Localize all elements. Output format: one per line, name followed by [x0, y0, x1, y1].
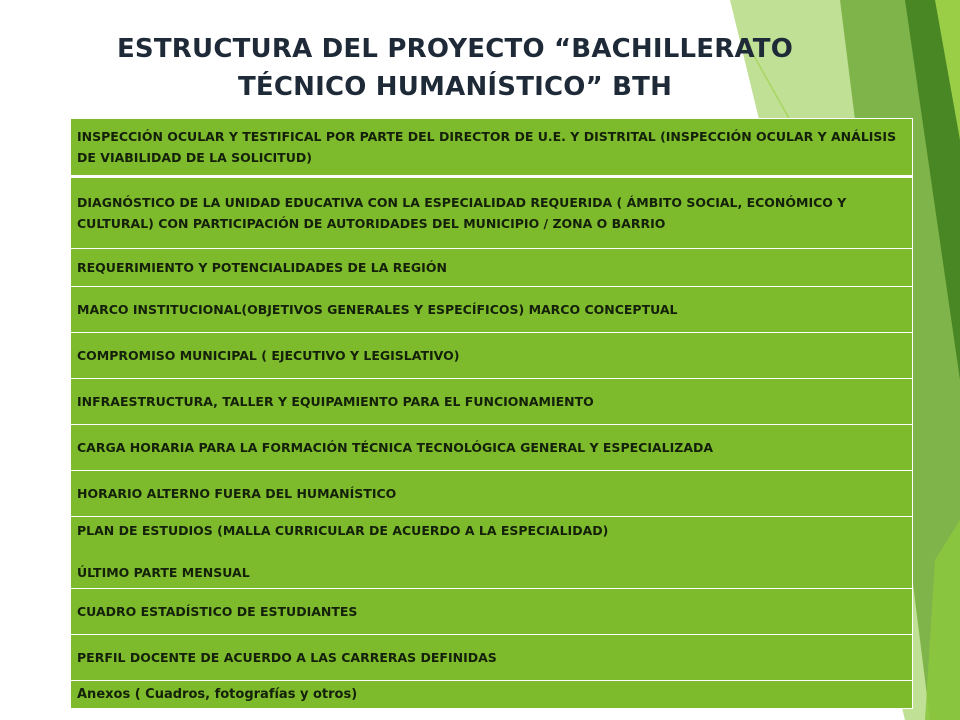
table-cell: CARGA HORARIA PARA LA FORMACIÓN TÉCNICA TECNOLÓGICA GENERAL Y ESPECIALIZADA	[71, 425, 913, 471]
table-cell: HORARIO ALTERNO FUERA DEL HUMANÍSTICO	[71, 471, 913, 517]
table-row	[71, 333, 913, 379]
table-row	[71, 589, 913, 635]
table-cell	[71, 517, 913, 589]
table-row	[71, 681, 913, 709]
table-cell: Anexos ( Cuadros, fotografías y otros)	[71, 681, 913, 709]
slide-title	[60, 30, 850, 106]
table-row	[71, 177, 913, 249]
table-row	[71, 517, 913, 589]
table-cell: DIAGNÓSTICO DE LA UNIDAD EDUCATIVA CON LA ESPECIALIDAD REQUERIDA ( ÁMBITO SOCIAL, ECONÓMICO Y CULTURAL) CON PARTICIPACIÓN DE AUTORIDADES DEL MUNICIPIO / ZONA O BARRIO	[71, 177, 913, 249]
slide-title-line-1: ESTRUCTURA DEL PROYECTO “BACHILLERATO	[116, 34, 794, 64]
table-cell: INFRAESTRUCTURA, TALLER Y EQUIPAMIENTO PARA EL FUNCIONAMIENTO	[71, 379, 913, 425]
table-cell: MARCO INSTITUCIONAL(OBJETIVOS GENERALES Y ESPECÍFICOS) MARCO CONCEPTUAL	[71, 287, 913, 333]
table-row	[71, 635, 913, 681]
slide-title-line-2: TÉCNICO HUMANÍSTICO” BTH	[237, 72, 673, 102]
table-cell-line: PLAN DE ESTUDIOS (MALLA CURRICULAR DE ACUERDO A LA ESPECIALIDAD)	[77, 523, 609, 538]
table-cell: REQUERIMIENTO Y POTENCIALIDADES DE LA REGIÓN	[71, 249, 913, 287]
table-row	[71, 287, 913, 333]
table-cell: INSPECCIÓN OCULAR Y TESTIFICAL POR PARTE DEL DIRECTOR DE U.E. Y DISTRITAL (INSPECCIÓN OCULAR Y ANÁLISIS DE VIABILIDAD DE LA SOLICITUD)	[71, 119, 913, 177]
table-row	[71, 249, 913, 287]
table-row	[71, 119, 913, 177]
table-cell: CUADRO ESTADÍSTICO DE ESTUDIANTES	[71, 589, 913, 635]
table-row	[71, 471, 913, 517]
structure-table	[70, 118, 913, 709]
table-cell: PERFIL DOCENTE DE ACUERDO A LAS CARRERAS DEFINIDAS	[71, 635, 913, 681]
table-row	[71, 425, 913, 471]
table-cell: COMPROMISO MUNICIPAL ( EJECUTIVO Y LEGISLATIVO)	[71, 333, 913, 379]
table-cell-line: ÚLTIMO PARTE MENSUAL	[77, 565, 250, 580]
table-row	[71, 379, 913, 425]
